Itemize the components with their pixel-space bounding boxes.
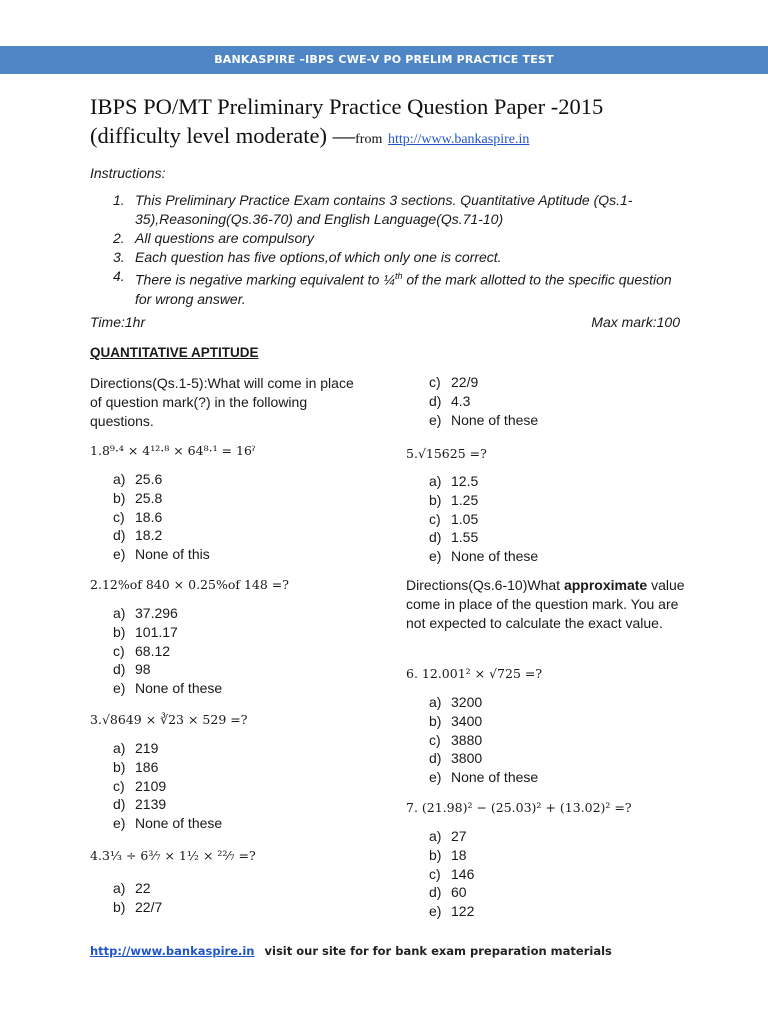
instruction-sup: th xyxy=(394,271,403,281)
instructions-list xyxy=(113,191,673,309)
option[interactable] xyxy=(113,795,222,814)
option-value: 186 xyxy=(135,758,159,775)
option-value: 3400 xyxy=(451,712,483,729)
directions-bold-word: approximate xyxy=(563,577,648,593)
page-title xyxy=(90,92,730,154)
option-letter: c) xyxy=(429,865,441,882)
option[interactable] xyxy=(429,827,474,846)
question-text: 3⅓ ÷ 6³⁄₇ × 1½ × ²²⁄₇ =? xyxy=(101,848,256,863)
option-value: 1.25 xyxy=(451,491,479,508)
question-number: 7. xyxy=(406,800,418,815)
option-value: None of these xyxy=(135,680,223,697)
option-letter: b) xyxy=(113,489,126,506)
question-text: 12%of 840 × 0.25%of 148 =? xyxy=(101,577,289,592)
instruction-item xyxy=(113,267,673,309)
question-number: 1. xyxy=(90,443,102,458)
option-value: 3800 xyxy=(451,750,483,767)
instruction-text-after: of the mark allotted to the specific question for wrong answer. xyxy=(135,271,672,307)
option-letter: e) xyxy=(429,903,442,920)
title-line-1: IBPS PO/MT Preliminary Practice Question Paper -2015 xyxy=(90,94,604,119)
max-mark-label: Max mark:100 xyxy=(591,314,680,330)
option-value: 3200 xyxy=(451,694,483,710)
option-letter: a) xyxy=(113,471,126,487)
option-value: 25.8 xyxy=(135,489,163,506)
title-line-2 xyxy=(90,121,730,154)
instruction-item xyxy=(113,191,673,229)
option[interactable] xyxy=(429,392,538,411)
question-number: 5. xyxy=(406,446,418,461)
option-value: 1.55 xyxy=(451,529,479,546)
option-value: 122 xyxy=(451,903,475,920)
option-letter: c) xyxy=(113,777,125,794)
option[interactable] xyxy=(429,712,538,731)
option[interactable] xyxy=(113,879,162,898)
instructions-heading: Instructions: xyxy=(90,165,166,181)
option[interactable] xyxy=(113,739,222,758)
option[interactable] xyxy=(429,883,474,902)
option[interactable] xyxy=(113,623,222,642)
page-footer xyxy=(90,944,612,958)
option-letter: c) xyxy=(113,508,125,525)
question-3 xyxy=(90,711,247,729)
option-letter: c) xyxy=(429,374,441,390)
option[interactable] xyxy=(429,373,538,392)
title-site-link[interactable]: http://www.bankaspire.in xyxy=(387,132,530,147)
option-value: 22/7 xyxy=(135,898,163,915)
question-2 xyxy=(90,576,289,594)
option-value: 25.6 xyxy=(135,471,163,487)
option-value: 18.6 xyxy=(135,508,163,525)
instruction-text: This Preliminary Practice Exam contains 3 sections. Quantitative Aptitude (Qs.1-35),Reasoning(Qs.36-70) and English Language(Qs.71-10) xyxy=(135,192,633,227)
option[interactable] xyxy=(113,526,210,545)
question-4-options-continued xyxy=(429,373,538,429)
option-letter: e) xyxy=(113,546,126,563)
option[interactable] xyxy=(429,865,474,884)
question-4 xyxy=(90,847,256,865)
title-from: from xyxy=(355,132,383,147)
option-letter: d) xyxy=(113,796,126,813)
option[interactable] xyxy=(113,758,222,777)
option-value: None of these xyxy=(135,815,223,832)
instruction-text-before: There is negative marking equivalent to ¼ xyxy=(135,271,395,288)
option[interactable] xyxy=(113,679,222,698)
question-6-options xyxy=(429,693,538,787)
option[interactable] xyxy=(429,547,538,566)
option-letter: a) xyxy=(429,694,442,710)
option-value: 1.05 xyxy=(451,510,479,527)
option[interactable] xyxy=(429,491,538,510)
option[interactable] xyxy=(429,768,538,787)
option-letter: b) xyxy=(429,491,442,508)
question-number: 3. xyxy=(90,712,102,727)
directions-6-10 xyxy=(406,576,686,633)
option-letter: d) xyxy=(429,392,442,409)
option-letter: d) xyxy=(113,527,126,544)
option[interactable] xyxy=(113,508,210,527)
instruction-text: All questions are compulsory xyxy=(135,230,314,246)
option-value: 146 xyxy=(451,865,475,882)
option-letter: e) xyxy=(429,769,442,786)
option-value: 2109 xyxy=(135,777,167,794)
instruction-number: 4. xyxy=(113,268,125,284)
instruction-text: Each question has five options,of which only one is correct. xyxy=(135,249,502,265)
option[interactable] xyxy=(429,902,474,921)
directions-text-after: value come in place of the question mark. You are not expected to calculate the exact value. xyxy=(406,577,685,631)
option-letter: e) xyxy=(429,548,442,565)
option-value: 219 xyxy=(135,740,159,756)
option-letter: d) xyxy=(429,884,442,901)
option-letter: e) xyxy=(429,411,442,428)
header-banner: BANKASPIRE –IBPS CWE-V PO PRELIM PRACTICE TEST xyxy=(0,46,768,74)
option-letter: b) xyxy=(429,712,442,729)
option-value: None of these xyxy=(451,548,539,565)
option-value: 12.5 xyxy=(451,473,479,489)
option-value: 22 xyxy=(135,880,151,896)
question-number: 4. xyxy=(90,848,102,863)
question-text: 8⁹·⁴ × 4¹²·⁸ × 64⁸·¹ = 16ˀ xyxy=(101,443,256,458)
option[interactable] xyxy=(429,411,538,430)
option-value: 2139 xyxy=(135,796,167,813)
option[interactable] xyxy=(429,749,538,768)
option-letter: a) xyxy=(113,605,126,621)
question-text: 12.001² × √725 =? xyxy=(421,666,543,681)
option[interactable] xyxy=(113,898,162,917)
option-letter: e) xyxy=(113,815,126,832)
option-letter: d) xyxy=(113,661,126,678)
time-label: Time:1hr xyxy=(90,314,146,330)
option[interactable] xyxy=(113,470,210,489)
instruction-number: 3. xyxy=(113,249,125,265)
question-text: √15625 =? xyxy=(417,446,487,461)
option-letter: c) xyxy=(113,642,125,659)
option-letter: b) xyxy=(429,846,442,863)
footer-text: visit our site for for bank exam preparation materials xyxy=(264,944,612,958)
option-value: 101.17 xyxy=(135,623,178,640)
option-value: 18 xyxy=(451,846,467,863)
option-value: 98 xyxy=(135,661,151,678)
option-value: None of this xyxy=(135,546,210,563)
option-letter: b) xyxy=(113,623,126,640)
question-number: 6. xyxy=(406,666,418,681)
option[interactable] xyxy=(429,528,538,547)
question-6 xyxy=(406,665,542,683)
option[interactable] xyxy=(113,642,222,661)
option[interactable] xyxy=(113,777,222,796)
time-mark-row xyxy=(90,314,680,330)
option-value: 4.3 xyxy=(451,392,471,409)
question-4-options xyxy=(113,879,162,917)
option[interactable] xyxy=(429,846,474,865)
option-letter: b) xyxy=(113,898,126,915)
option[interactable] xyxy=(113,660,222,679)
option-value: None of these xyxy=(451,411,539,428)
title-difficulty: (difficulty level moderate) — xyxy=(90,123,356,148)
option-value: 60 xyxy=(451,884,467,901)
directions-1-5: Directions(Qs.1-5):What will come in place of question mark(?) in the following questions. xyxy=(90,375,354,429)
question-text: √8649 × ∛23 × 529 =? xyxy=(101,712,248,727)
question-7 xyxy=(406,799,632,817)
option[interactable] xyxy=(429,472,538,491)
option-letter: c) xyxy=(429,731,441,748)
option-letter: c) xyxy=(429,510,441,527)
option[interactable] xyxy=(113,604,222,623)
question-1 xyxy=(90,442,255,460)
option-letter: a) xyxy=(429,473,442,489)
option-value: 18.2 xyxy=(135,527,163,544)
option-letter: a) xyxy=(429,828,442,844)
option[interactable] xyxy=(429,693,538,712)
option-letter: a) xyxy=(113,740,126,756)
question-number: 2. xyxy=(90,577,102,592)
option-letter: a) xyxy=(113,880,126,896)
option[interactable] xyxy=(429,510,538,529)
instruction-number: 2. xyxy=(113,230,125,246)
option-letter: b) xyxy=(113,758,126,775)
option-value: 68.12 xyxy=(135,642,171,659)
question-5 xyxy=(406,445,487,463)
option[interactable] xyxy=(113,814,222,833)
option-letter: e) xyxy=(113,680,126,697)
option-value: 3880 xyxy=(451,731,483,748)
question-1-options xyxy=(113,470,210,564)
footer-site-link[interactable]: http://www.bankaspire.in xyxy=(90,944,255,958)
option[interactable] xyxy=(429,731,538,750)
option-letter: d) xyxy=(429,529,442,546)
question-3-options xyxy=(113,739,222,833)
section-heading: QUANTITATIVE APTITUDE xyxy=(90,345,259,360)
instruction-number: 1. xyxy=(113,192,125,208)
directions-text-before: Directions(Qs.6-10)What xyxy=(406,577,564,593)
instruction-item xyxy=(113,229,673,248)
option[interactable] xyxy=(113,545,210,564)
instruction-item xyxy=(113,248,673,267)
option[interactable] xyxy=(113,489,210,508)
option-letter: d) xyxy=(429,750,442,767)
option-value: None of these xyxy=(451,769,539,786)
option-value: 37.296 xyxy=(135,605,178,621)
question-5-options xyxy=(429,472,538,566)
question-text: (21.98)² − (25.03)² + (13.02)² =? xyxy=(421,800,632,815)
question-2-options xyxy=(113,604,222,698)
question-7-options xyxy=(429,827,474,921)
option-value: 27 xyxy=(451,828,467,844)
option-value: 22/9 xyxy=(451,374,479,390)
